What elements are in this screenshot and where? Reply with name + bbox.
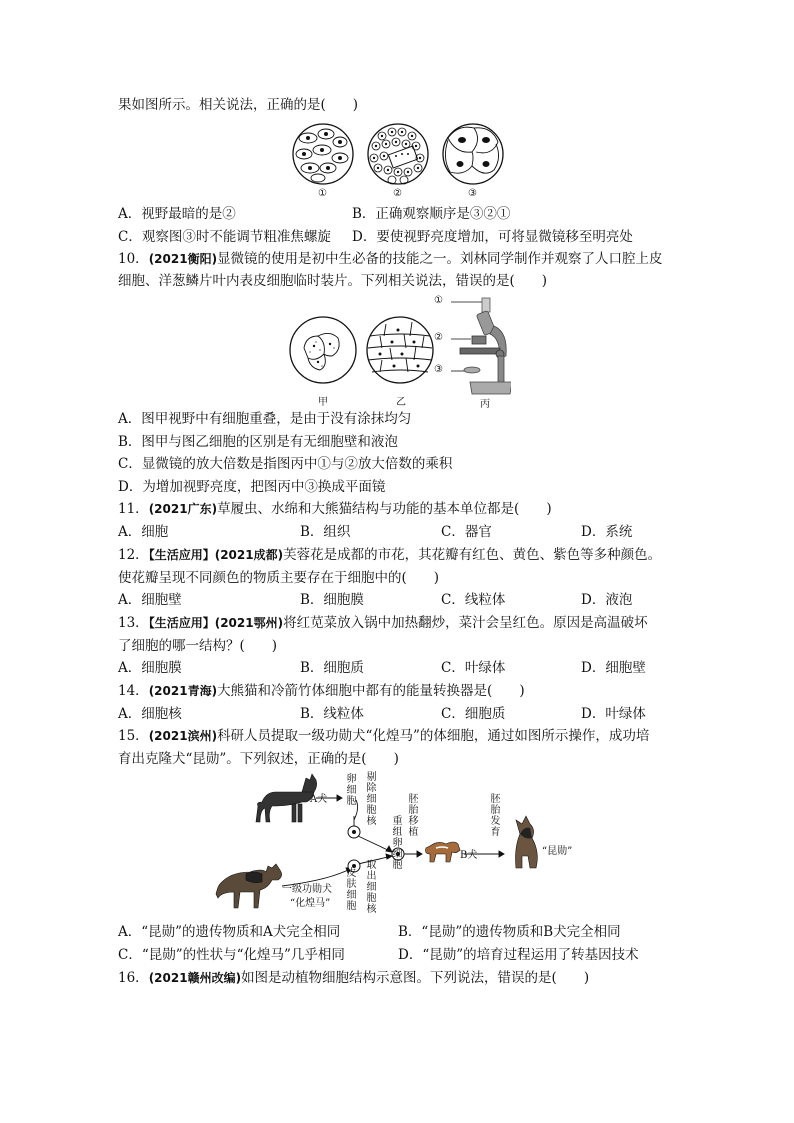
q14-source: (2021青海): [148, 684, 218, 698]
q15-label-kunxun: “昆勋”: [542, 846, 573, 857]
q13-option-c[interactable]: C．叶绿体: [441, 660, 506, 676]
q14-option-c[interactable]: C．细胞质: [441, 706, 506, 722]
yi-field: [367, 317, 433, 383]
q14-stem: [118, 682, 525, 700]
q11-option-b[interactable]: B．组织: [300, 524, 351, 540]
q12-option-c[interactable]: C．线粒体: [441, 592, 506, 608]
q10-label-jia: 甲: [318, 397, 328, 408]
q11-number: 11．: [118, 501, 149, 517]
q15-label-a-dog: A犬: [310, 794, 328, 805]
q11-option-c[interactable]: C．器官: [441, 524, 492, 540]
q10-stem-text: 显微镜的使用是初中生必备的技能之一。刘林同学制作并观察了人口腔上皮: [217, 251, 663, 267]
field-3: [443, 124, 503, 184]
q11-option-d[interactable]: D．系统: [581, 524, 633, 540]
q15-stem-text: 科研人员提取一级功勋犬“化煌马”的体细胞，通过如图所示操作，成功培: [217, 728, 650, 744]
field-1: [293, 124, 353, 184]
jia-field: [290, 317, 356, 383]
q10-figure: [286, 292, 511, 408]
q9-option-c[interactable]: C．观察图③时不能调节粗准焦螺旋: [118, 229, 331, 245]
q14-number: 14．: [118, 683, 149, 699]
q15-option-b[interactable]: B．“昆勋”的遗传物质和B犬完全相同: [398, 924, 621, 940]
q10-label-yi: 乙: [396, 397, 406, 408]
q12-stem-line-2: 使花瓣呈现不同颜色的物质主要存在于细胞中的( ): [118, 570, 440, 586]
q12-number: 12．: [118, 547, 149, 563]
q12-option-b[interactable]: B．细胞膜: [300, 592, 364, 608]
q10-stem-line-2: 细胞、洋葱鳞片叶内表皮细胞临时装片。下列相关说法，错误的是( ): [118, 273, 548, 289]
q11-stem-text: 草履虫、水绵和大熊猫结构与功能的基本单位都是( ): [217, 501, 552, 517]
q9-label-1: ①: [318, 188, 327, 199]
q15-option-d[interactable]: D．“昆勋”的培育过程运用了转基因技术: [398, 947, 639, 963]
q12-stem-line-1: [118, 546, 661, 564]
q11-source: (2021广东): [148, 502, 218, 516]
q14-option-d[interactable]: D．叶绿体: [581, 706, 646, 722]
q12-source: (2021成都): [214, 548, 284, 562]
q14-stem-text: 大熊猫和冷箭竹体细胞中都有的能量转换器是( ): [217, 683, 525, 699]
q15-label-extract-nucleus: 取出细胞核: [366, 860, 377, 915]
q13-option-b[interactable]: B．细胞质: [300, 660, 364, 676]
q9-stem-tail: 果如图所示。相关说法，正确的是( ): [118, 97, 359, 113]
q13-stem-line-2: 了细胞的哪一结构？( ): [118, 638, 278, 654]
field-2: [368, 124, 428, 184]
q10-option-d[interactable]: D．为增加视野亮度，把图丙中③换成平面镜: [118, 479, 386, 495]
q15-label-remove-nucleus: 剔除细胞核: [366, 772, 377, 827]
q15-label-b-dog: B犬: [460, 850, 478, 861]
q14-option-a[interactable]: A．细胞核: [118, 706, 182, 722]
q15-option-a[interactable]: A．“昆勋”的遗传物质和A犬完全相同: [118, 924, 341, 940]
q13-tag: 【生活应用】: [148, 616, 215, 630]
q15-label-egg-cell: 卵细胞: [346, 774, 357, 807]
q10-option-b[interactable]: B．图甲与图乙细胞的区别是有无细胞壁和液泡: [118, 434, 398, 450]
q15-label-embryo-dev: 胚胎发育: [490, 794, 501, 838]
q10-label-3: ③: [434, 364, 443, 375]
q11-stem: [118, 500, 552, 518]
q13-source: (2021鄂州): [214, 616, 284, 630]
q9-label-3: ③: [468, 188, 477, 199]
q9-option-b[interactable]: B．正确观察顺序是③②①: [352, 206, 511, 222]
q15-option-c[interactable]: C．“昆勋”的性状与“化煌马”几乎相同: [118, 947, 345, 963]
microscope-illustration: [451, 298, 511, 394]
q15-source: (2021滨州): [148, 729, 218, 743]
q9-label-2: ②: [393, 188, 402, 199]
q15-label-donor-1: 一级功勋犬: [282, 884, 332, 895]
q16-number: 16．: [118, 970, 149, 986]
donor-dog-illustration: [216, 864, 282, 908]
q13-option-a[interactable]: A．细胞膜: [118, 660, 182, 676]
q13-stem-line-1: [118, 614, 648, 632]
q10-label-1: ①: [434, 295, 443, 306]
q10-option-c[interactable]: C．显微镜的放大倍数是指图丙中①与②放大倍数的乘积: [118, 456, 453, 472]
q15-stem-line-2: 育出克隆犬“昆勋”。下列叙述，正确的是( ): [118, 751, 399, 767]
q12-tag: 【生活应用】: [148, 548, 215, 562]
q10-source: (2021衡阳): [148, 252, 218, 266]
q13-stem-text: 将红苋菜放入锅中加热翻炒，菜汁会呈红色。原因是高温破坏: [283, 615, 648, 631]
q16-stem-text: 如图是动植物细胞结构示意图。下列说法，错误的是( ): [241, 970, 590, 986]
q15-stem-line-1: [118, 727, 649, 745]
q9-option-d[interactable]: D．要使视野亮度增加，可将显微镜移至明亮处: [352, 229, 633, 245]
q12-option-a[interactable]: A．细胞壁: [118, 592, 182, 608]
kunxun-dog-illustration: [516, 816, 538, 868]
q15-label-embryo-transfer: 胚胎移植: [408, 794, 419, 838]
q14-option-b[interactable]: B．线粒体: [300, 706, 364, 722]
q9-option-a[interactable]: A．视野最暗的是②: [118, 206, 236, 222]
q13-option-d[interactable]: D．细胞壁: [581, 660, 646, 676]
b-dog-illustration: [426, 842, 461, 862]
q15-label-skin-cell: 皮肤细胞: [346, 868, 357, 912]
q16-stem: [118, 969, 589, 987]
a-dog-illustration: [256, 774, 317, 822]
q10-label-2: ②: [434, 332, 443, 343]
q15-label-donor-2: “化煌马”: [290, 898, 331, 909]
q11-option-a[interactable]: A．细胞: [118, 524, 169, 540]
q10-label-bing: 丙: [480, 399, 490, 410]
q10-stem-line-1: [118, 250, 663, 268]
q15-label-recombined: 重组卵细胞: [392, 816, 403, 871]
q10-number: 10．: [118, 251, 149, 267]
q16-source: (2021赣州改编): [148, 971, 242, 985]
q12-option-d[interactable]: D．液泡: [581, 592, 633, 608]
q15-number: 15．: [118, 728, 149, 744]
q12-stem-text: 芙蓉花是成都的市花，其花瓣有红色、黄色、紫色等多种颜色。: [283, 547, 662, 563]
q10-option-a[interactable]: A．图甲视野中有细胞重叠，是由于没有涂抹均匀: [118, 411, 412, 427]
q13-number: 13．: [118, 615, 149, 631]
